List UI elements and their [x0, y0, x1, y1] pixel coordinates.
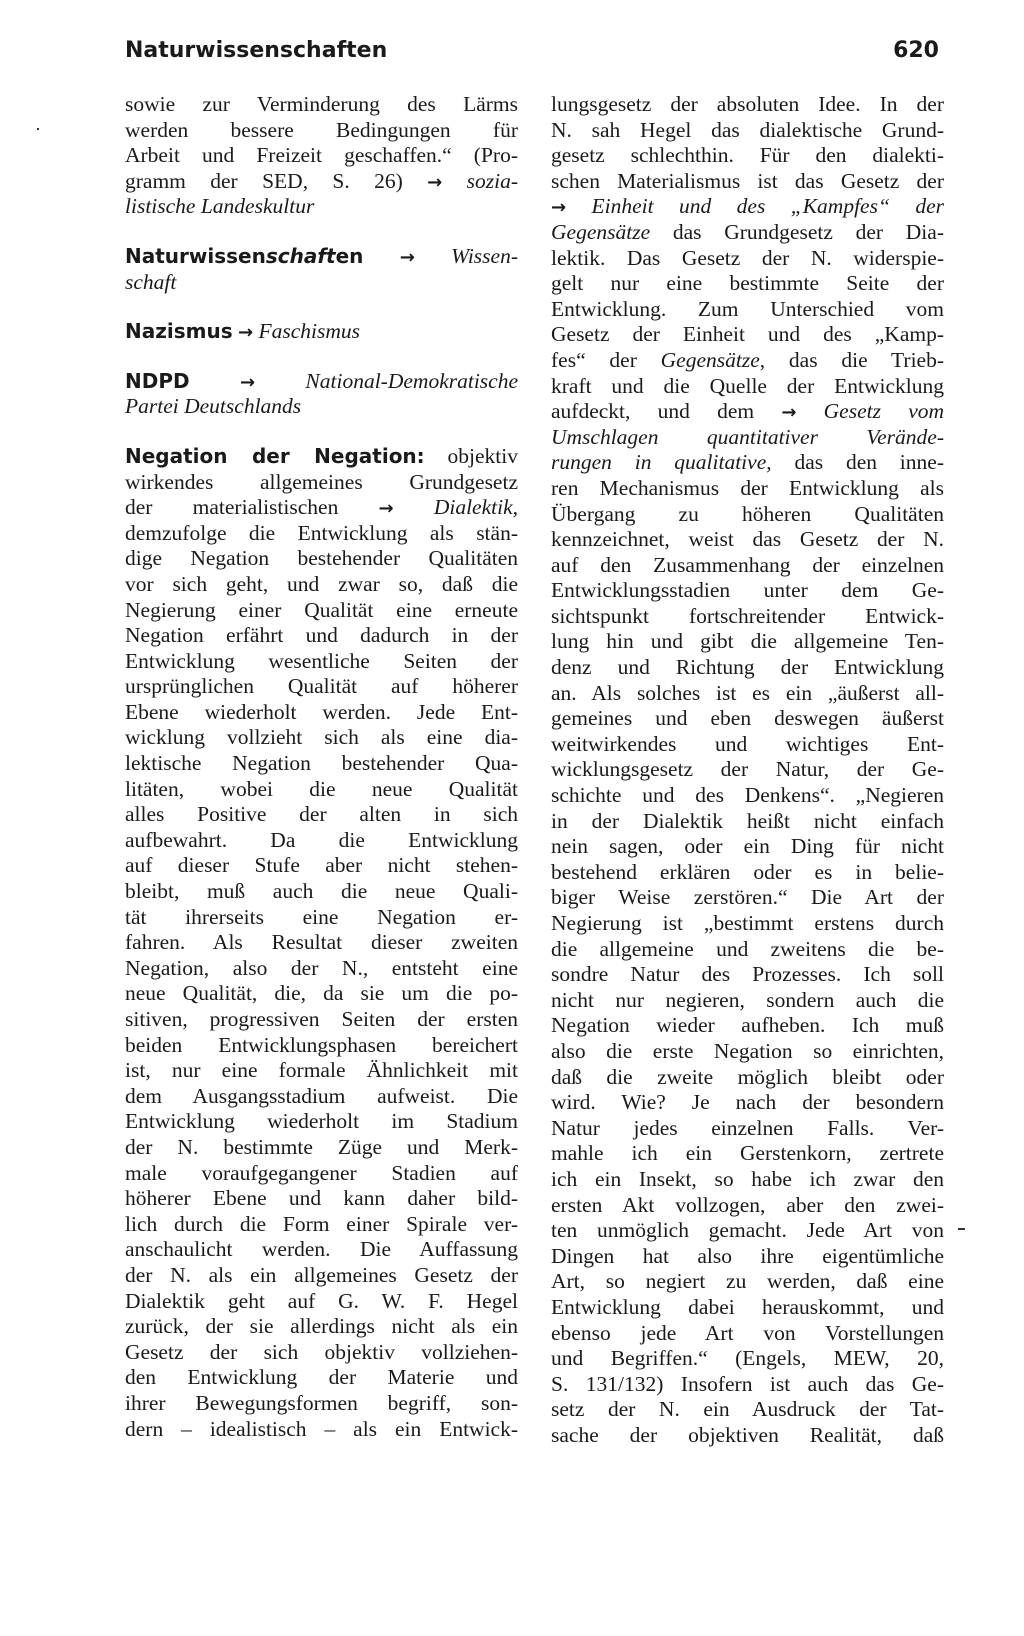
- entry-spacer: [125, 420, 518, 444]
- entry-spacer: [125, 295, 518, 319]
- text-line: tät ihrerseits eine Negation er-: [125, 904, 518, 929]
- text-line: beiden Entwicklungsphasen bereichert: [125, 1032, 518, 1057]
- text-line: denz und Richtung der Entwicklung: [551, 655, 944, 680]
- text-line: den Entwicklung der Materie und: [125, 1365, 518, 1390]
- page-number: 620: [893, 38, 939, 63]
- text-line: lungsgesetz der absoluten Idee. In der: [551, 92, 944, 116]
- text-line: schaft: [125, 269, 177, 294]
- text-line: alles Positive der alten in sich: [125, 802, 518, 827]
- text-line: aufbewahrt. Da die Entwicklung: [125, 827, 518, 852]
- text-line: rungen in qualitative, das den inne-: [551, 450, 944, 475]
- text-line: in der Dialektik heißt nicht einfach: [551, 808, 944, 833]
- text-line: lektik. Das Gesetz der N. widerspie-: [551, 245, 944, 270]
- text-line: Entwicklungsstadien unter dem Ge-: [551, 578, 944, 603]
- text-line: Nazismus → Faschismus: [125, 319, 360, 344]
- text-line: Negierung einer Qualität eine erneute: [125, 597, 518, 622]
- text-line: dige Negation bestehender Qualitäten: [125, 546, 518, 571]
- text-line: fahren. Als Resultat dieser zweiten: [125, 930, 518, 955]
- text-line: also die erste Negation so einrichten,: [551, 1038, 944, 1063]
- text-line: aufdeckt, und dem → Gesetz vom: [551, 399, 944, 424]
- text-line: vor sich geht, und zwar so, daß die: [125, 571, 518, 596]
- text-line: die allgemeine und zweitens die be-: [551, 936, 944, 961]
- text-line: wirkendes allgemeines Grundgesetz: [125, 469, 518, 494]
- text-line: weitwirkendes und wichtiges Ent-: [551, 731, 944, 756]
- text-line: der materialistischen → Dialektik,: [125, 495, 518, 520]
- text-line: zurück, der sie allerdings nicht als ein: [125, 1314, 518, 1339]
- text-line: Dialektik geht auf G. W. F. Hegel: [125, 1288, 518, 1313]
- text-line: anschaulicht werden. Die Auffassung: [125, 1237, 518, 1262]
- text-line: N. sah Hegel das dialektische Grund-: [551, 117, 944, 142]
- entry-spacer: [125, 345, 518, 369]
- text-line: lektische Negation bestehender Qua-: [125, 751, 518, 776]
- text-line: ihrer Bewegungsformen begriff, son-: [125, 1390, 518, 1415]
- text-line: der N. als ein allgemeines Gesetz der: [125, 1262, 518, 1287]
- text-line: nein sagen, oder ein Ding für nicht: [551, 834, 944, 859]
- text-line: Dingen hat also ihre eigentümliche: [551, 1243, 944, 1268]
- text-line: der N. bestimmte Züge und Merk-: [125, 1134, 518, 1159]
- left-column: [125, 92, 518, 1442]
- text-line: auf dieser Stufe aber nicht stehen-: [125, 853, 518, 878]
- text-line: ist, nur eine formale Ähnlichkeit mit: [125, 1058, 518, 1083]
- text-line: bestehend erklären oder es in belie-: [551, 859, 944, 884]
- text-line: bleibt, muß auch die neue Quali-: [125, 879, 518, 904]
- text-line: Entwicklung. Zum Unterschied vom: [551, 296, 944, 321]
- text-line: S. 131/132) Insofern ist auch das Ge-: [551, 1371, 944, 1396]
- text-line: neue Qualität, die, da sie um die po-: [125, 981, 518, 1006]
- text-line: Ebene wiederholt werden. Jede Ent-: [125, 699, 518, 724]
- print-speck: [958, 1228, 965, 1230]
- text-line: Entwicklung wesentliche Seiten der: [125, 648, 518, 673]
- text-line: sitiven, progressiven Seiten der ersten: [125, 1007, 518, 1031]
- text-line: fes“ der Gegensätze, das die Trieb-: [551, 347, 944, 372]
- text-line: wird. Wie? Je nach der besondern: [551, 1090, 944, 1115]
- text-line: ebenso jede Art von Vorstellungen: [551, 1320, 944, 1345]
- text-line: schen Materialismus ist das Gesetz der: [551, 168, 944, 193]
- text-line: setz der N. ein Ausdruck der Tat-: [551, 1397, 944, 1422]
- text-line: dern – idealistisch – als ein Entwick-: [125, 1416, 518, 1441]
- text-line: Gegensätze das Grundgesetz der Dia-: [551, 219, 944, 244]
- text-line: und Begriffen.“ (Engels, MEW, 20,: [551, 1346, 944, 1371]
- text-line: Entwicklung wiederholt im Stadium: [125, 1109, 518, 1134]
- text-line: wicklung vollzieht sich als eine dia-: [125, 725, 518, 750]
- text-line: daß die zweite möglich bleibt oder: [551, 1064, 944, 1089]
- text-line: sondre Natur des Prozesses. Ich soll: [551, 962, 944, 987]
- text-line: werden bessere Bedingungen für: [125, 117, 518, 142]
- text-line: kennzeichnet, weist das Gesetz der N.: [551, 527, 944, 552]
- text-line: litäten, wobei die neue Qualität: [125, 776, 518, 801]
- text-line: lung hin und gibt die allgemeine Ten-: [551, 629, 944, 654]
- text-line: Umschlagen quantitativer Verände-: [551, 424, 944, 449]
- text-line: sache der objektiven Realität, daß: [551, 1422, 944, 1447]
- print-speck: [37, 128, 39, 130]
- text-line: ersten Akt vollzogen, aber den zwei-: [551, 1192, 944, 1217]
- text-line: Natur jedes einzelnen Falls. Ver-: [551, 1115, 944, 1140]
- text-line: schichte und des Denkens“. „Negieren: [551, 783, 944, 808]
- text-line: listische Landeskultur: [125, 194, 315, 219]
- page-header: [125, 38, 939, 70]
- right-column: [551, 92, 944, 1448]
- text-line: Negation der Negation: objektiv: [125, 443, 518, 468]
- text-line: mahle ich ein Gerstenkorn, zertrete: [551, 1141, 944, 1166]
- text-line: Gesetz der Einheit und des „Kamp-: [551, 322, 944, 347]
- text-line: sichtspunkt fortschreitender Entwick-: [551, 603, 944, 628]
- text-line: demzufolge die Entwicklung als stän-: [125, 520, 518, 545]
- text-line: an. Als solches ist es ein „äußerst all-: [551, 680, 944, 705]
- text-line: NDPD → National-Demokratische: [125, 368, 518, 393]
- text-line: Entwicklung dabei herauskommt, und: [551, 1294, 944, 1319]
- text-line: Partei Deutschlands: [125, 394, 302, 419]
- text-line: sowie zur Verminderung des Lärms: [125, 92, 518, 116]
- running-head: Naturwissenschaften: [125, 38, 388, 63]
- text-line: Gesetz der sich objektiv vollziehen-: [125, 1339, 518, 1364]
- text-line: ren Mechanismus der Entwicklung als: [551, 475, 944, 500]
- text-line: Negation wieder aufheben. Ich muß: [551, 1013, 944, 1038]
- text-line: wicklungsgesetz der Natur, der Ge-: [551, 757, 944, 782]
- text-line: lich durch die Form einer Spirale ver-: [125, 1211, 518, 1236]
- text-line: höherer Ebene und kann daher bild-: [125, 1186, 518, 1211]
- text-line: ten unmöglich gemacht. Jede Art von: [551, 1218, 944, 1243]
- text-line: Negation erfährt und dadurch in der: [125, 623, 518, 648]
- text-line: gramm der SED, S. 26) → sozia-: [125, 168, 518, 193]
- text-line: ich ein Insekt, so habe ich zwar den: [551, 1166, 944, 1191]
- text-line: Übergang zu höheren Qualitäten: [551, 501, 944, 526]
- text-line: gesetz schlechthin. Für den dialekti-: [551, 143, 944, 168]
- entry-spacer: [125, 220, 518, 244]
- text-line: gemeines und eben deswegen äußerst: [551, 706, 944, 731]
- text-line: ursprünglichen Qualität auf höherer: [125, 674, 518, 699]
- text-line: gelt nur eine bestimmte Seite der: [551, 271, 944, 296]
- text-line: Arbeit und Freizeit geschaffen.“ (Pro-: [125, 143, 518, 168]
- text-line: dem Ausgangsstadium aufweist. Die: [125, 1083, 518, 1108]
- text-line: male voraufgegangener Stadien auf: [125, 1160, 518, 1185]
- text-line: Naturwissenschaften → Wissen-: [125, 243, 518, 268]
- text-line: kraft und die Quelle der Entwicklung: [551, 373, 944, 398]
- text-line: Negierung ist „bestimmt erstens durch: [551, 911, 944, 935]
- text-line: → Einheit und des „Kampfes“ der: [551, 194, 944, 219]
- text-line: auf den Zusammenhang der einzelnen: [551, 552, 944, 577]
- text-line: biger Weise zerstören.“ Die Art der: [551, 885, 944, 910]
- text-line: Art, so negiert zu werden, daß eine: [551, 1269, 944, 1294]
- text-line: nicht nur negieren, sondern auch die: [551, 987, 944, 1012]
- text-line: Negation, also der N., entsteht eine: [125, 955, 518, 980]
